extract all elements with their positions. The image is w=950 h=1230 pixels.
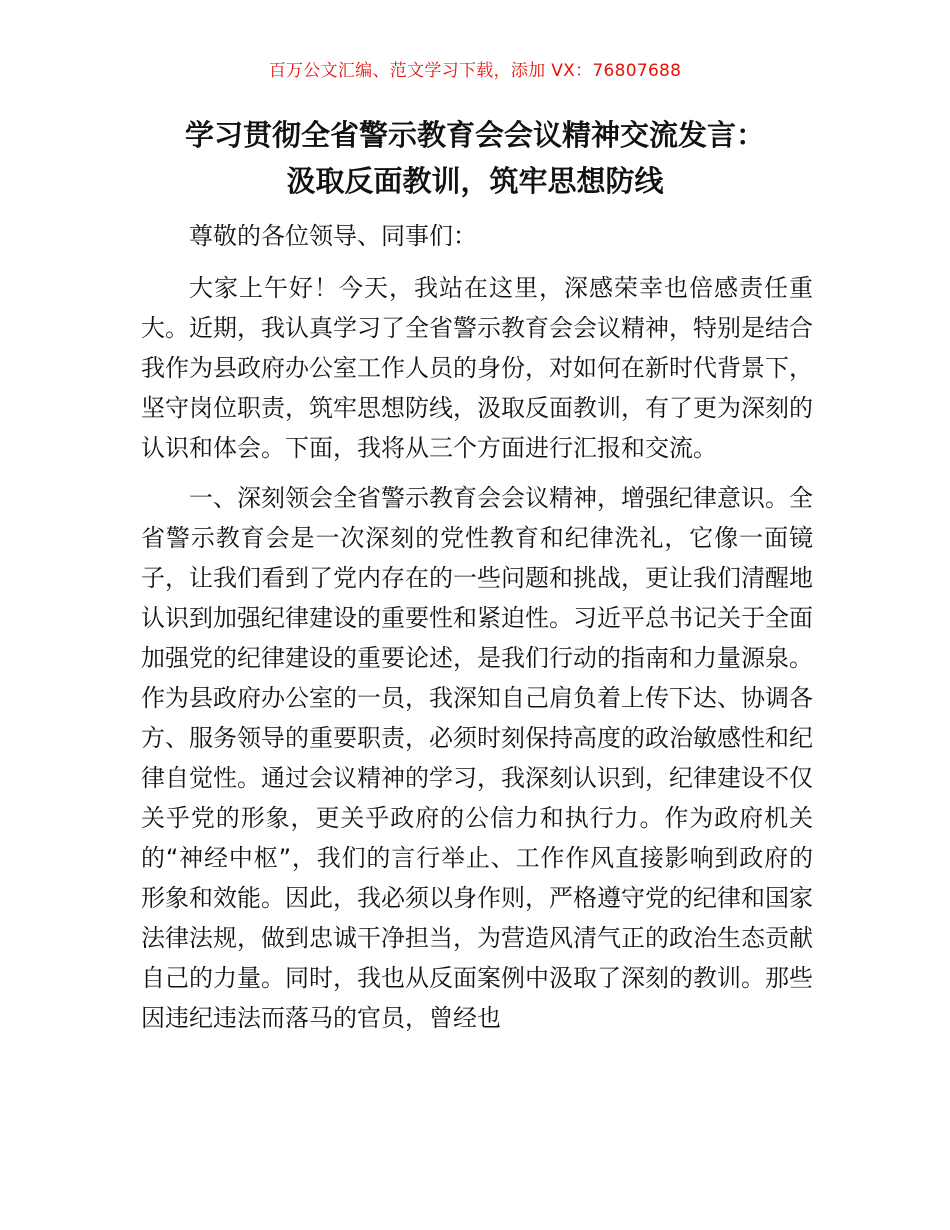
header-watermark-note: 百万公文汇编、范文学习下载，添加 VX：76807688 (268, 61, 682, 81)
document-body (141, 216, 813, 1048)
section-1-paragraph: 一、深刻领会全省警示教育会会议精神，增强纪律意识。全省警示教育会是一次深刻的党性教育和纪律洗礼，它像一面镜子，让我们看到了党内存在的一些问题和挑战，更让我们清醒地认识到加强纪律建设的重要性和紧迫性。习近平总书记关于全面加强党的纪律建设的重要论述，是我们行动的指南和力量源泉。作为县政府办公室的一员，我深知自己肩负着上传下达、协调各方、服务领导的重要职责，必须时刻保持高度的政治敏感性和纪律自觉性。通过会议精神的学习，我深刻认识到，纪律建设不仅关乎党的形象，更关乎政府的公信力和执行力。作为政府机关的“神经中枢”，我们的言行举止、工作作风直接影响到政府的形象和效能。因此，我必须以身作则，严格遵守党的纪律和国家法律法规，做到忠诚干净担当，为营造风清气正的政治生态贡献自己的力量。同时，我也从反面案例中汲取了深刻的教训。那些因违纪违法而落马的官员，曾经也 (141, 484, 813, 1032)
title-line-1: 学习贯彻全省警示教育会会议精神交流发言： (184, 118, 765, 152)
salutation-paragraph: 尊敬的各位领导、同事们： (189, 222, 477, 250)
title-line-2: 汲取反面教训，筑牢思想防线 (286, 164, 664, 198)
document-title (90, 112, 860, 204)
intro-paragraph: 大家上午好！今天，我站在这里，深感荣幸也倍感责任重大。近期，我认真学习了全省警示教育会会议精神，特别是结合我作为县政府办公室工作人员的身份，对如何在新时代背景下，坚守岗位职责，筑牢思想防线，汲取反面教训，有了更为深刻的认识和体会。下面，我将从三个方面进行汇报和交流。 (141, 274, 813, 462)
